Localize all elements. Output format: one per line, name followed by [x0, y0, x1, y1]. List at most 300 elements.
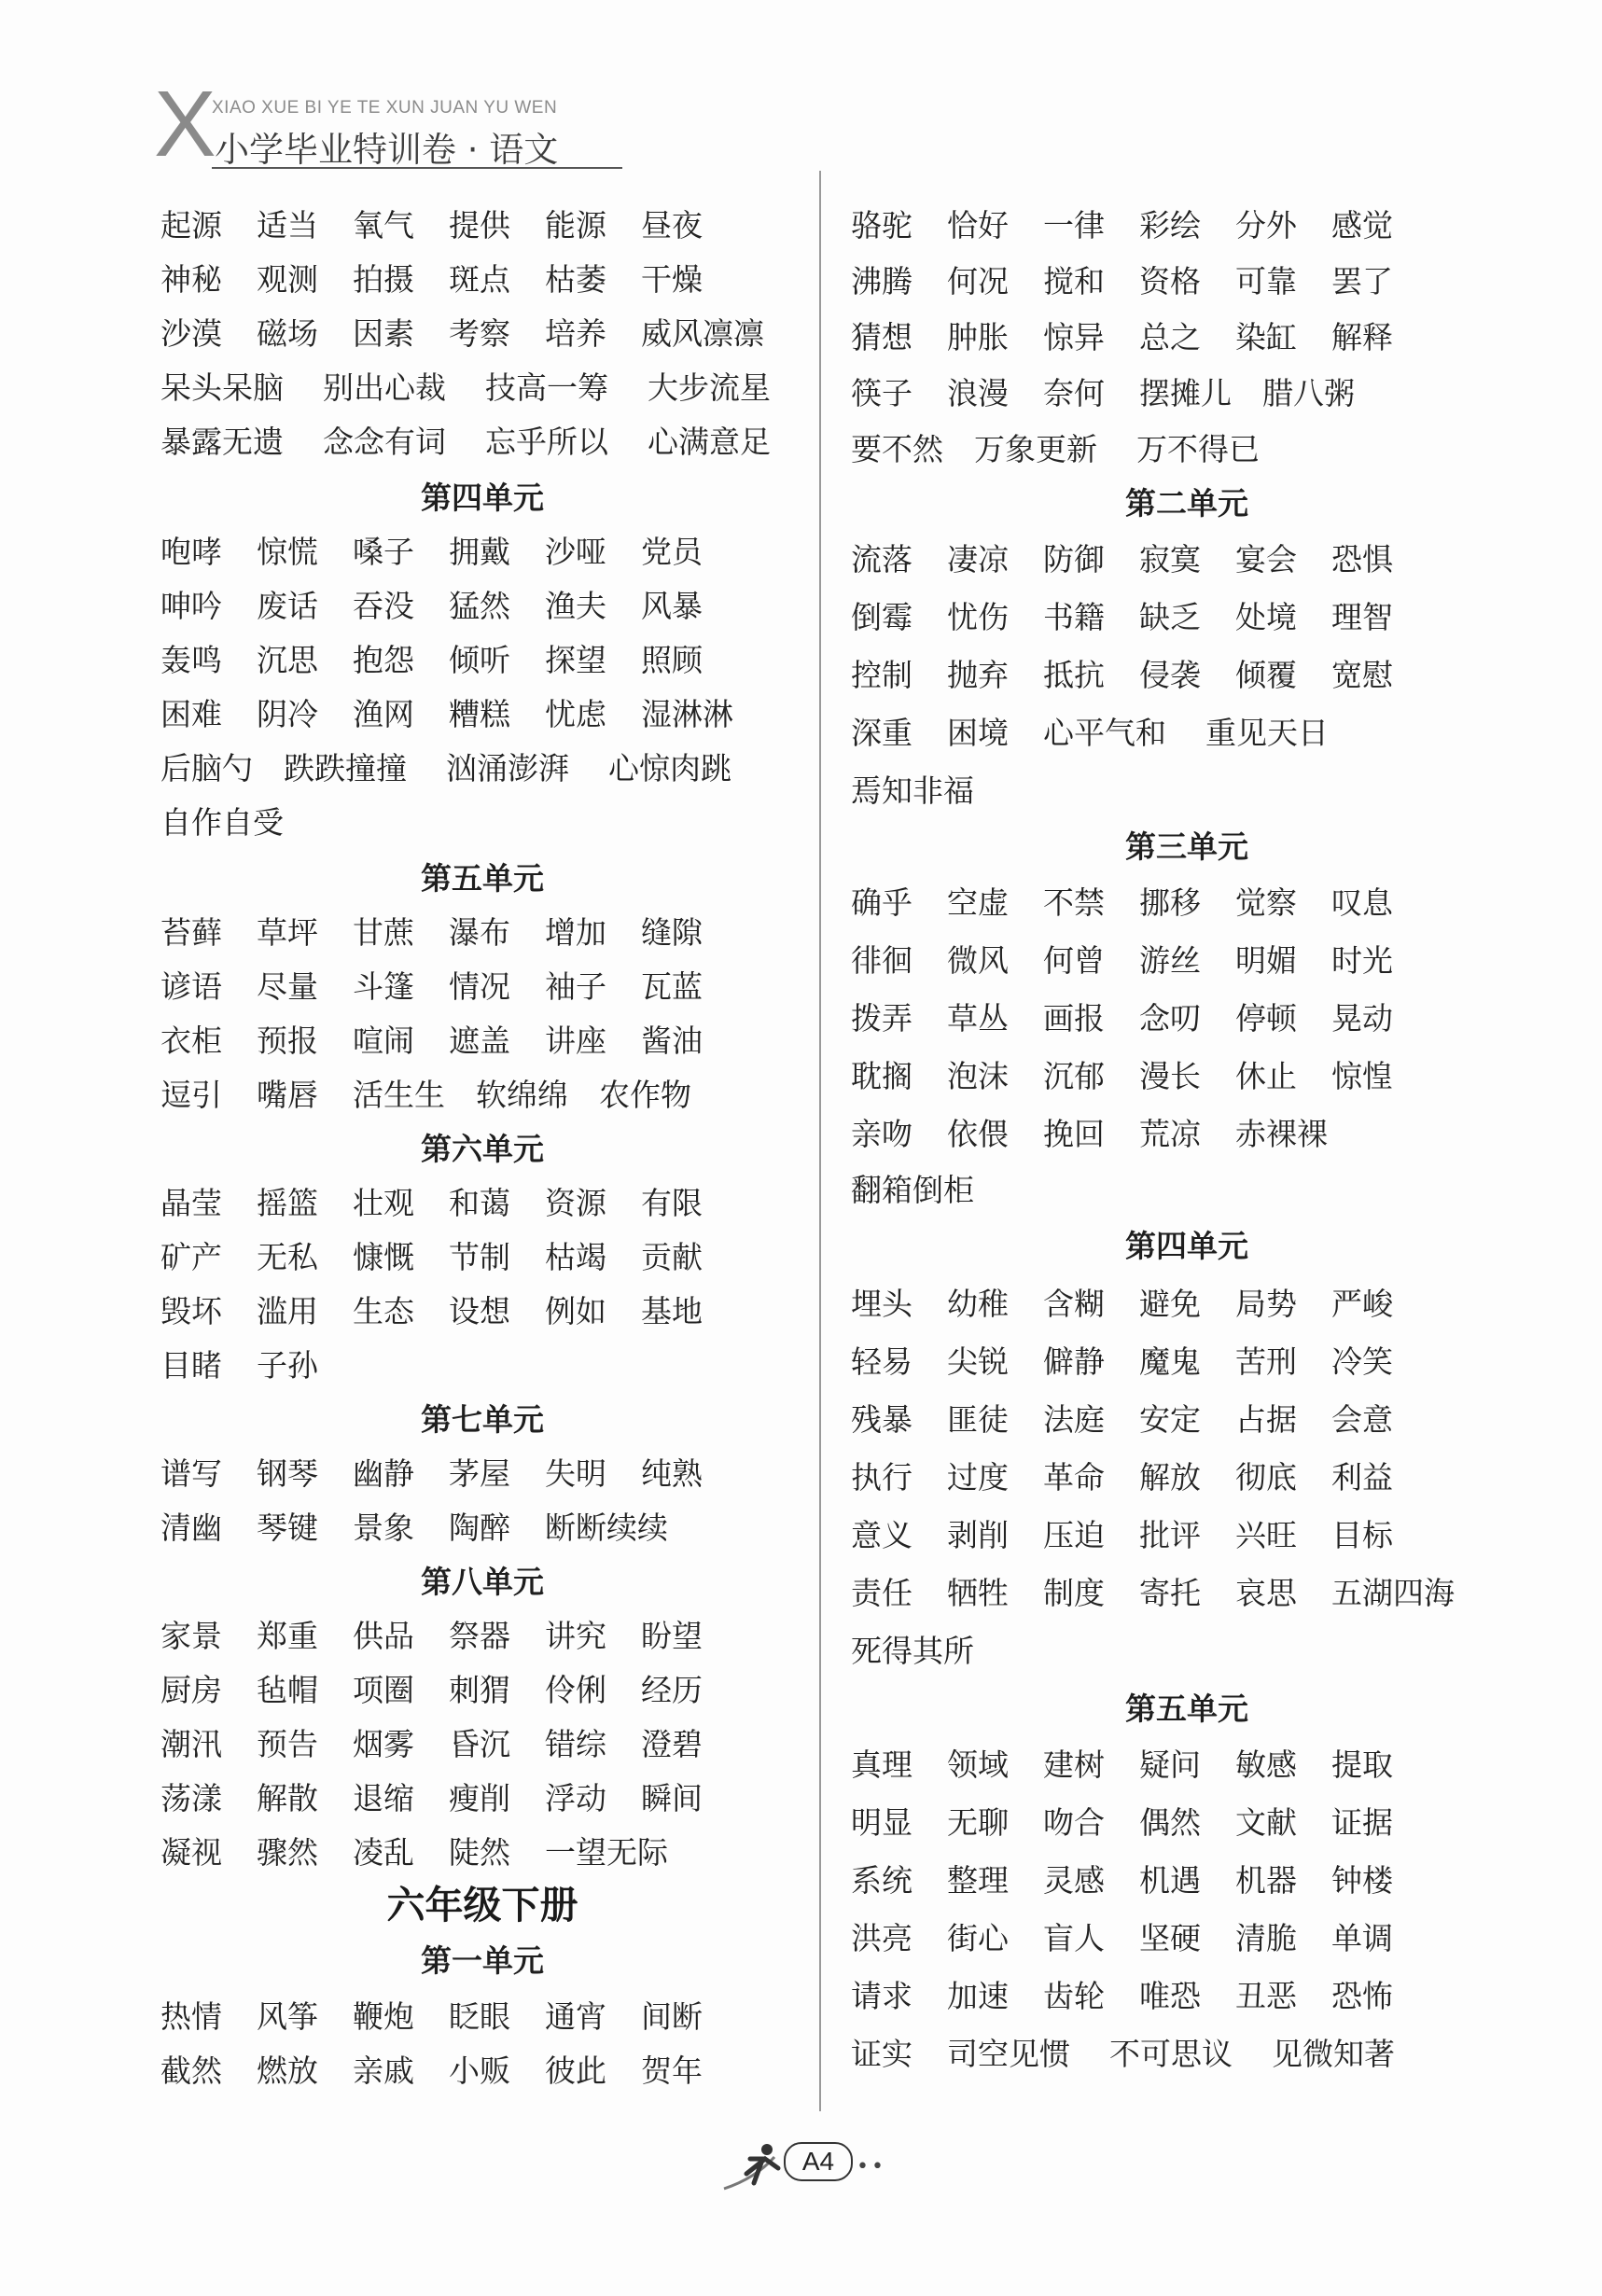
vocab-word: 寄托 [1139, 1575, 1201, 1611]
vocab-word: 矿产 [160, 1239, 222, 1275]
vocab-word: 提供 [449, 207, 510, 244]
vocab-word: 沸腾 [851, 263, 912, 299]
word-row [160, 1289, 804, 1334]
vocab-word: 僻静 [1043, 1343, 1105, 1380]
vocab-word: 冷笑 [1331, 1343, 1393, 1380]
vocab-word: 项圈 [353, 1672, 414, 1708]
vocab-word: 毡帽 [257, 1672, 318, 1708]
vocab-word: 执行 [851, 1459, 912, 1496]
word-row [160, 1614, 804, 1659]
vocab-word: 革命 [1043, 1459, 1105, 1496]
vocab-word: 荒凉 [1139, 1116, 1201, 1152]
vocab-word: 嗓子 [353, 534, 414, 570]
vocab-word: 制度 [1043, 1575, 1105, 1611]
vocab-word: 汹涌澎湃 [446, 750, 569, 786]
vocab-word: 设想 [449, 1293, 510, 1329]
word-row [851, 1916, 1523, 1961]
vocab-word: 钟楼 [1331, 1862, 1393, 1899]
vocab-word: 念念有词 [323, 424, 446, 460]
vocab-word: 徘徊 [851, 942, 912, 979]
vocab-word: 遮盖 [449, 1023, 510, 1059]
word-row [160, 1073, 804, 1118]
vocab-word: 感觉 [1331, 207, 1393, 244]
vocab-word: 供品 [353, 1618, 414, 1654]
vocab-word: 甘蔗 [353, 914, 414, 951]
vocab-word: 陶醉 [449, 1510, 510, 1546]
vocab-word: 司空见惯 [947, 2036, 1070, 2072]
vocab-word: 微风 [947, 942, 1009, 979]
vocab-word: 忧伤 [947, 599, 1009, 635]
vocab-word: 轰鸣 [160, 642, 222, 678]
vocab-word: 酱油 [641, 1023, 703, 1059]
vocab-word: 漫长 [1139, 1058, 1201, 1094]
vocab-word: 不禁 [1043, 884, 1105, 921]
vocab-word: 领域 [947, 1746, 1009, 1783]
vocab-word: 陡然 [449, 1834, 510, 1871]
vocab-word: 控制 [851, 657, 912, 693]
vocab-word: 奈何 [1043, 375, 1105, 411]
vocab-word: 失明 [545, 1455, 606, 1492]
vocab-word: 亲吻 [851, 1116, 912, 1152]
vocab-word: 搅和 [1043, 263, 1105, 299]
vocab-word: 跌跌撞撞 [284, 750, 407, 786]
vocab-word: 心平气和 [1043, 715, 1166, 751]
vocab-word: 一律 [1043, 207, 1105, 244]
vocab-word: 滥用 [257, 1293, 318, 1329]
word-row [160, 1722, 804, 1767]
vocab-word: 枯萎 [545, 261, 606, 298]
vocab-word: 起源 [160, 207, 222, 244]
vocab-word: 抱怨 [353, 642, 414, 678]
vocab-word: 节制 [449, 1239, 510, 1275]
vocab-word: 幼稚 [947, 1286, 1009, 1322]
grade-heading: 六年级下册 [386, 1883, 578, 1927]
column-divider [819, 171, 821, 2111]
word-row [160, 1343, 804, 1388]
vocab-word: 情况 [449, 968, 510, 1005]
vocab-word: 沉郁 [1043, 1058, 1105, 1094]
vocab-word: 不可思议 [1109, 2036, 1233, 2072]
word-row [160, 1235, 804, 1280]
vocab-word: 死得其所 [851, 1633, 974, 1669]
vocab-word: 系统 [851, 1862, 912, 1899]
vocab-word: 局势 [1235, 1286, 1297, 1322]
vocab-word: 魔鬼 [1139, 1343, 1201, 1380]
word-row [851, 711, 1523, 756]
vocab-word: 偶然 [1139, 1804, 1201, 1841]
word-row [851, 203, 1523, 248]
vocab-word: 和蔼 [449, 1185, 510, 1221]
vocab-word: 吻合 [1043, 1804, 1105, 1841]
vocab-word: 摆摊儿 [1139, 375, 1232, 411]
vocab-word: 软绵绵 [476, 1077, 568, 1113]
unit-heading: 第五单元 [421, 860, 544, 897]
word-row [851, 1571, 1523, 1616]
unit-heading: 第八单元 [421, 1564, 544, 1600]
word-row [851, 1743, 1523, 1788]
word-row [851, 1513, 1523, 1558]
word-row [160, 2049, 804, 2094]
vocab-word: 耽搁 [851, 1058, 912, 1094]
vocab-word: 处境 [1235, 599, 1297, 635]
vocab-word: 兴旺 [1235, 1517, 1297, 1553]
vocab-word: 文献 [1235, 1804, 1297, 1841]
vocab-word: 呆头呆脑 [160, 369, 284, 406]
vocab-word: 沙漠 [160, 315, 222, 352]
vocab-word: 清幽 [160, 1510, 222, 1546]
vocab-word: 嘴唇 [257, 1077, 318, 1113]
word-row [160, 584, 804, 629]
vocab-word: 通宵 [545, 1998, 606, 2035]
vocab-word: 法庭 [1043, 1401, 1105, 1438]
vocab-word: 腊八粥 [1262, 375, 1355, 411]
vocab-word: 何况 [947, 263, 1009, 299]
vocab-word: 机遇 [1139, 1862, 1201, 1899]
vocab-word: 糟糕 [449, 696, 510, 732]
vocab-word: 废话 [257, 588, 318, 624]
vocab-word: 神秘 [160, 261, 222, 298]
vocab-word: 建树 [1043, 1746, 1105, 1783]
vocab-word: 批评 [1139, 1517, 1201, 1553]
vocab-word: 摇篮 [257, 1185, 318, 1221]
vocab-word: 例如 [545, 1293, 606, 1329]
word-row [160, 1776, 804, 1821]
vocab-word: 可靠 [1235, 263, 1297, 299]
series-logo-letter: X [154, 72, 216, 176]
vocab-word: 惊慌 [257, 534, 318, 570]
word-row [160, 1506, 804, 1551]
vocab-word: 明显 [851, 1804, 912, 1841]
vocab-word: 凄凉 [947, 541, 1009, 577]
vocab-word: 彩绘 [1139, 207, 1201, 244]
vocab-word: 重见天日 [1205, 715, 1329, 751]
vocab-word: 干燥 [641, 261, 703, 298]
vocab-word: 流落 [851, 541, 912, 577]
word-row [851, 1801, 1523, 1845]
vocab-word: 因素 [353, 315, 414, 352]
vocab-word: 呻吟 [160, 588, 222, 624]
unit-heading: 第三单元 [1125, 828, 1248, 865]
vocab-word: 风暴 [641, 588, 703, 624]
vocab-word: 瞬间 [641, 1780, 703, 1816]
unit-heading: 第一单元 [421, 1942, 544, 1979]
vocab-word: 潮汛 [160, 1726, 222, 1762]
vocab-word: 理智 [1331, 599, 1393, 635]
vocab-word: 真理 [851, 1746, 912, 1783]
vocab-word: 浪漫 [947, 375, 1009, 411]
vocab-word: 生态 [353, 1293, 414, 1329]
vocab-word: 自作自受 [160, 804, 284, 841]
word-row [160, 1668, 804, 1713]
vocab-word: 解释 [1331, 319, 1393, 355]
vocab-word: 衣柜 [160, 1023, 222, 1059]
vocab-word: 解散 [257, 1780, 318, 1816]
vocab-word: 敏感 [1235, 1746, 1297, 1783]
vocab-word: 泡沫 [947, 1058, 1009, 1094]
vocab-word: 无聊 [947, 1804, 1009, 1841]
word-row [160, 530, 804, 575]
vocab-word: 忧虑 [545, 696, 606, 732]
vocab-word: 谚语 [160, 968, 222, 1005]
vocab-word: 骆驼 [851, 207, 912, 244]
vocab-word: 避免 [1139, 1286, 1201, 1322]
vocab-word: 彻底 [1235, 1459, 1297, 1496]
word-row [160, 420, 804, 465]
word-row [851, 2032, 1523, 2077]
word-row [160, 746, 804, 791]
vocab-word: 澄碧 [641, 1726, 703, 1762]
vocab-word: 困境 [947, 715, 1009, 751]
word-row [160, 366, 804, 410]
vocab-word: 苔藓 [160, 914, 222, 951]
vocab-word: 单调 [1331, 1920, 1393, 1956]
vocab-word: 肿胀 [947, 319, 1009, 355]
vocab-word: 残暴 [851, 1401, 912, 1438]
page-number: A4 [784, 2142, 853, 2181]
vocab-word: 鞭炮 [353, 1998, 414, 2035]
word-row [160, 1995, 804, 2039]
vocab-word: 倾听 [449, 642, 510, 678]
vocab-word: 宽慰 [1331, 657, 1393, 693]
vocab-word: 慷慨 [353, 1239, 414, 1275]
vocab-word: 晃动 [1331, 1000, 1393, 1037]
word-row [160, 312, 804, 356]
word-row [851, 1629, 1523, 1674]
vocab-word: 盲人 [1043, 1920, 1105, 1956]
word-row [851, 1282, 1523, 1327]
unit-heading: 第四单元 [1125, 1228, 1248, 1264]
vocab-word: 沉思 [257, 642, 318, 678]
vocab-word: 休止 [1235, 1058, 1297, 1094]
vocab-word: 钢琴 [257, 1455, 318, 1492]
vocab-word: 昼夜 [641, 207, 703, 244]
vocab-word: 间断 [641, 1998, 703, 2035]
vocab-word: 子孙 [257, 1347, 318, 1384]
word-row [851, 1858, 1523, 1903]
vocab-word: 惊惶 [1331, 1058, 1393, 1094]
word-row [160, 692, 804, 737]
vocab-word: 抛弃 [947, 657, 1009, 693]
vocab-word: 机器 [1235, 1862, 1297, 1899]
vocab-word: 恐怖 [1331, 1978, 1393, 2014]
vocab-word: 暴露无遗 [160, 424, 284, 460]
vocab-word: 增加 [545, 914, 606, 951]
vocab-word: 何曾 [1043, 942, 1105, 979]
vocab-word: 含糊 [1043, 1286, 1105, 1322]
vocab-word: 枯竭 [545, 1239, 606, 1275]
word-row [851, 1340, 1523, 1385]
vocab-word: 有限 [641, 1185, 703, 1221]
page-footer [718, 2136, 933, 2196]
vocab-word: 分外 [1235, 207, 1297, 244]
vocab-word: 埋头 [851, 1286, 912, 1322]
vocab-word: 活生生 [353, 1077, 445, 1113]
vocab-word: 倾覆 [1235, 657, 1297, 693]
vocab-word: 要不然 [851, 431, 943, 467]
vocab-word: 叹息 [1331, 884, 1393, 921]
vocab-word: 确乎 [851, 884, 912, 921]
vocab-word: 困难 [160, 696, 222, 732]
vocab-word: 坚硬 [1139, 1920, 1201, 1956]
word-row [851, 1054, 1523, 1099]
vocab-word: 猛然 [449, 588, 510, 624]
vocab-word: 昏沉 [449, 1726, 510, 1762]
vocab-word: 苦刑 [1235, 1343, 1297, 1380]
vocab-word: 恐惧 [1331, 541, 1393, 577]
word-row [851, 996, 1523, 1041]
unit-heading: 第七单元 [421, 1401, 544, 1438]
unit-heading: 第四单元 [421, 480, 544, 516]
word-row [851, 537, 1523, 582]
vocab-word: 利益 [1331, 1459, 1393, 1496]
vocab-word: 党员 [641, 534, 703, 570]
vocab-word: 观测 [257, 261, 318, 298]
word-row [160, 800, 804, 845]
vocab-word: 证实 [851, 2036, 912, 2072]
vocab-word: 目标 [1331, 1517, 1393, 1553]
vocab-word: 游丝 [1139, 942, 1201, 979]
vocab-word: 家景 [160, 1618, 222, 1654]
word-row [160, 1452, 804, 1496]
vocab-word: 风筝 [257, 1998, 318, 2035]
vocab-word: 照顾 [641, 642, 703, 678]
vocab-word: 灵感 [1043, 1862, 1105, 1899]
vocab-word: 农作物 [599, 1077, 691, 1113]
vocab-word: 寂寞 [1139, 541, 1201, 577]
vocab-word: 翻箱倒柜 [851, 1172, 974, 1208]
word-row [160, 638, 804, 683]
word-row [851, 427, 1523, 472]
vocab-word: 无私 [257, 1239, 318, 1275]
word-row [851, 315, 1523, 360]
unit-heading: 第二单元 [1125, 485, 1248, 522]
vocab-word: 景象 [353, 1510, 414, 1546]
vocab-word: 经历 [641, 1672, 703, 1708]
word-row [851, 653, 1523, 698]
vocab-word: 洪亮 [851, 1920, 912, 1956]
vocab-word: 毁坏 [160, 1293, 222, 1329]
vocab-word: 唯恐 [1139, 1978, 1201, 2014]
vocab-word: 见微知著 [1272, 2036, 1395, 2072]
vocab-word: 惊异 [1043, 319, 1105, 355]
vocab-word: 厨房 [160, 1672, 222, 1708]
word-row [160, 1019, 804, 1064]
vocab-word: 心满意足 [648, 424, 771, 460]
vocab-word: 匪徒 [947, 1401, 1009, 1438]
word-row [160, 203, 804, 248]
page-header [154, 72, 639, 182]
vocab-word: 草坪 [257, 914, 318, 951]
vocab-word: 瓦蓝 [641, 968, 703, 1005]
word-row [851, 881, 1523, 925]
vocab-word: 心惊肉跳 [608, 750, 731, 786]
vocab-word: 深重 [851, 715, 912, 751]
word-row [160, 1181, 804, 1226]
word-row [851, 371, 1523, 416]
vocab-word: 大步流星 [648, 369, 771, 406]
vocab-word: 安定 [1139, 1401, 1201, 1438]
vocab-word: 断断续续 [545, 1510, 668, 1546]
header-rule [212, 167, 622, 169]
vocab-word: 缝隙 [641, 914, 703, 951]
vocab-word: 宴会 [1235, 541, 1297, 577]
vocab-word: 觉察 [1235, 884, 1297, 921]
vocab-word: 染缸 [1235, 319, 1297, 355]
vocab-word: 探望 [545, 642, 606, 678]
vocab-word: 斑点 [449, 261, 510, 298]
vocab-word: 清脆 [1235, 1920, 1297, 1956]
word-row [851, 1398, 1523, 1442]
unit-heading: 第五单元 [1125, 1691, 1248, 1727]
vocab-word: 壮观 [353, 1185, 414, 1221]
vocab-word: 时光 [1331, 942, 1393, 979]
vocab-word: 纯熟 [641, 1455, 703, 1492]
vocab-word: 袖子 [545, 968, 606, 1005]
vocab-word: 渔夫 [545, 588, 606, 624]
vocab-word: 哀思 [1235, 1575, 1297, 1611]
word-row [851, 769, 1523, 814]
vocab-word: 眨眼 [449, 1998, 510, 2035]
vocab-word: 忘乎所以 [485, 424, 608, 460]
vocab-word: 筷子 [851, 375, 912, 411]
book-title: 小学毕业特训卷 · 语文 [215, 130, 559, 170]
vocab-word: 热情 [160, 1998, 222, 2035]
vocab-word: 威风凛凛 [641, 315, 764, 352]
vocab-word: 燃放 [257, 2052, 318, 2089]
vocab-word: 齿轮 [1043, 1978, 1105, 2014]
vocab-word: 吞没 [353, 588, 414, 624]
vocab-word: 空虚 [947, 884, 1009, 921]
word-row [160, 257, 804, 302]
vocab-word: 能源 [545, 207, 606, 244]
vocab-word: 预告 [257, 1726, 318, 1762]
vocab-word: 解放 [1139, 1459, 1201, 1496]
vocab-word: 目睹 [160, 1347, 222, 1384]
vocab-word: 贺年 [641, 2052, 703, 2089]
vocab-word: 防御 [1043, 541, 1105, 577]
vocab-word: 停顿 [1235, 1000, 1297, 1037]
vocab-word: 赤裸裸 [1235, 1116, 1328, 1152]
vocab-word: 盼望 [641, 1618, 703, 1654]
vocab-word: 万象更新 [974, 431, 1097, 467]
unit-heading: 第六单元 [421, 1131, 544, 1167]
page-dots: •• [857, 2155, 886, 2178]
vocab-word: 焉知非福 [851, 772, 974, 809]
vocab-word: 瘦削 [449, 1780, 510, 1816]
word-row [851, 259, 1523, 304]
vocab-word: 猜想 [851, 319, 912, 355]
vocab-word: 刺猬 [449, 1672, 510, 1708]
vocab-word: 亲戚 [353, 2052, 414, 2089]
word-row [851, 1974, 1523, 2019]
vocab-word: 考察 [449, 315, 510, 352]
vocab-word: 万不得已 [1136, 431, 1260, 467]
vocab-word: 严峻 [1331, 1286, 1393, 1322]
vocab-word: 荡漾 [160, 1780, 222, 1816]
vocab-word: 渔网 [353, 696, 414, 732]
vocab-word: 五湖四海 [1331, 1575, 1455, 1611]
vocab-word: 侵袭 [1139, 657, 1201, 693]
vocab-word: 轻易 [851, 1343, 912, 1380]
vocab-word: 贡献 [641, 1239, 703, 1275]
vocab-word: 讲座 [545, 1023, 606, 1059]
vocab-word: 浮动 [545, 1780, 606, 1816]
word-row [160, 911, 804, 955]
vocab-word: 预报 [257, 1023, 318, 1059]
vocab-word: 错综 [545, 1726, 606, 1762]
word-row [851, 939, 1523, 983]
vocab-word: 书籍 [1043, 599, 1105, 635]
